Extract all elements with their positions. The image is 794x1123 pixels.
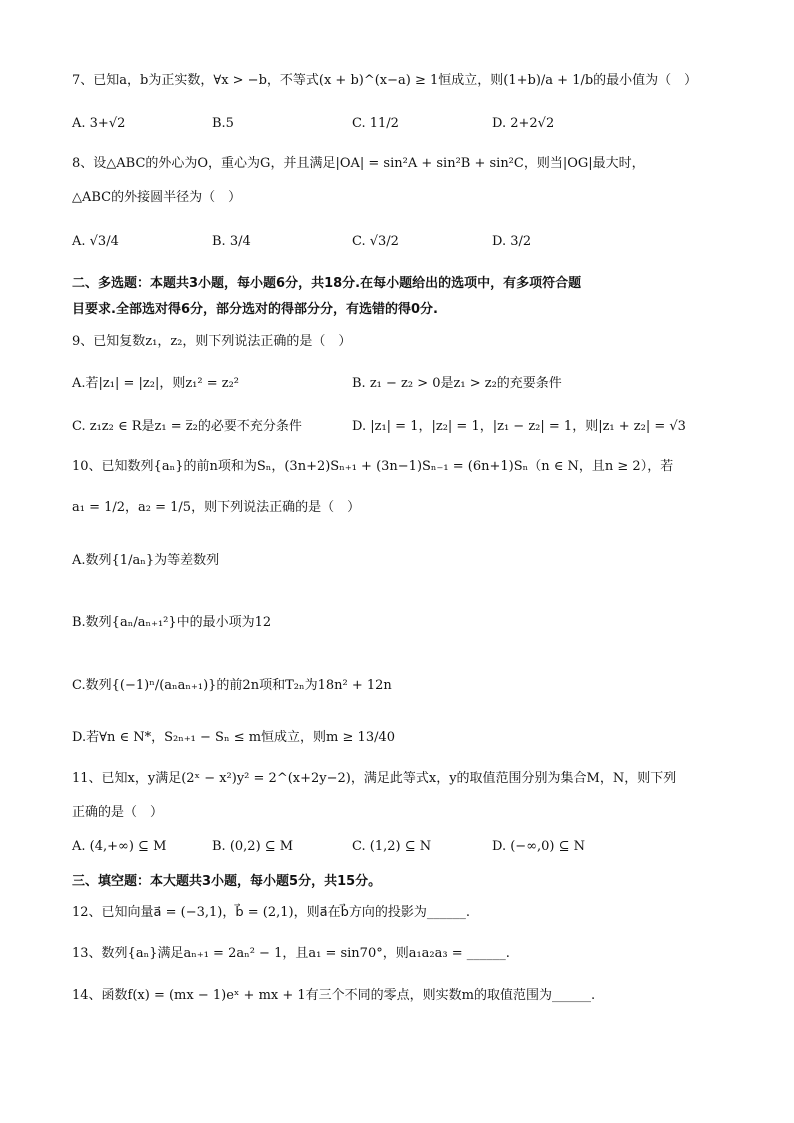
q11-option-b: B. (0,2) ⊆ M xyxy=(212,839,294,854)
q9-option-b: B. z₁ − z₂ > 0是z₁ > z₂的充要条件 xyxy=(352,376,562,391)
q9-option-d: D. |z₁| = 1，|z₂| = 1，|z₁ − z₂| = 1，则|z₁ + z₂| = √3 xyxy=(352,419,686,434)
q13-stem: 13、数列{aₙ}满足aₙ₊₁ = 2aₙ² − 1，且a₁ = sin70°，则a₁a₂a₃ = ______. xyxy=(72,946,510,961)
q10-option-a: A.数列{1/aₙ}为等差数列 xyxy=(72,553,220,568)
q7-option-b: B.5 xyxy=(212,116,234,131)
q14-stem: 14、函数f(x) = (mx − 1)eˣ + mx + 1有三个不同的零点，则实数m的取值范围为______. xyxy=(72,988,596,1003)
q10-stem-line2: a₁ = 1/2，a₂ = 1/5，则下列说法正确的是（ ） xyxy=(72,500,361,515)
q10-option-b: B.数列{aₙ/aₙ₊₁²}中的最小项为12 xyxy=(72,615,272,630)
q9-option-c: C. z₁z₂ ∈ R是z₁ = z̅₂的必要不充分条件 xyxy=(72,419,302,434)
q8-stem-line2: △ABC的外接圆半径为（ ） xyxy=(72,190,242,205)
q8-option-c: C. √3/2 xyxy=(352,234,399,249)
q11-stem-line1: 11、已知x，y满足(2ˣ − x²)y² = 2^(x+2y−2)，满足此等式x，y的取值范围分别为集合M，N，则下列 xyxy=(72,771,677,786)
q7-option-c: C. 11/2 xyxy=(352,116,399,131)
q10-option-c: C.数列{(−1)ⁿ/(aₙaₙ₊₁)}的前2n项和T₂ₙ为18n² + 12n xyxy=(72,678,392,693)
q7-stem: 7、已知a，b为正实数，∀x > −b，不等式(x + b)^(x−a) ≥ 1恒成立，则(1+b)/a + 1/b的最小值为（ ） xyxy=(72,73,698,88)
q8-stem-line1: 8、设△ABC的外心为O，重心为G，并且满足|OA| = sin²A + sin²B + sin²C，则当|OG|最大时， xyxy=(72,156,645,171)
section2-heading-line2: 目要求.全部选对得6分，部分选对的得部分分，有选错的得0分. xyxy=(72,302,438,317)
q12-stem: 12、已知向量a⃗ = (−3,1)，b⃗ = (2,1)，则a⃗在b⃗方向的投影为______. xyxy=(72,905,470,920)
q11-option-a: A. (4,+∞) ⊆ M xyxy=(72,839,167,854)
q8-option-d: D. 3/2 xyxy=(492,234,532,249)
q11-stem-line2: 正确的是（ ） xyxy=(72,805,164,820)
q11-option-c: C. (1,2) ⊆ N xyxy=(352,839,432,854)
q10-stem-line1: 10、已知数列{aₙ}的前n项和为Sₙ，(3n+2)Sₙ₊₁ + (3n−1)Sₙ₋₁ = (6n+1)Sₙ（n ∈ N，且n ≥ 2），若 xyxy=(72,459,674,474)
section3-heading: 三、填空题：本大题共3小题，每小题5分，共15分。 xyxy=(72,874,382,889)
section2-heading-line1: 二、多选题：本题共3小题，每小题6分，共18分.在每小题给出的选项中，有多项符合题 xyxy=(72,276,582,291)
q8-option-a: A. √3/4 xyxy=(72,234,119,249)
q11-option-d: D. (−∞,0) ⊆ N xyxy=(492,839,586,854)
q8-option-b: B. 3/4 xyxy=(212,234,251,249)
q9-stem: 9、已知复数z₁，z₂，则下列说法正确的是（ ） xyxy=(72,334,352,349)
q7-option-d: D. 2+2√2 xyxy=(492,116,555,131)
q10-option-d: D.若∀n ∈ N*，S₂ₙ₊₁ − Sₙ ≤ m恒成立，则m ≥ 13/40 xyxy=(72,730,396,745)
q7-option-a: A. 3+√2 xyxy=(72,116,126,131)
q9-option-a: A.若|z₁| = |z₂|，则z₁² = z₂² xyxy=(72,376,240,391)
